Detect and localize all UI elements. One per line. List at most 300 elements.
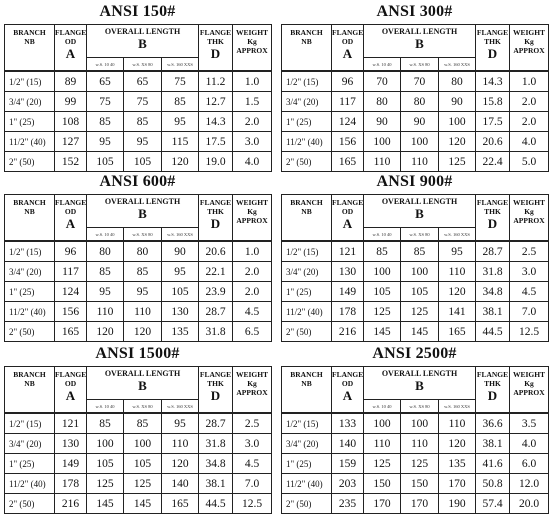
branch-cell: 3/4" (20) — [5, 262, 55, 282]
length-sch40-cell: 170 — [364, 494, 401, 514]
flange-od-cell: 140 — [332, 434, 364, 454]
weight-label: WEIGHT — [512, 28, 546, 37]
weight-header — [510, 195, 549, 242]
overall-length-header — [87, 367, 199, 400]
approx-label: APPROX — [513, 216, 545, 225]
length-sch40-cell: 100 — [364, 262, 401, 282]
d-label: D — [487, 388, 498, 403]
weight-cell: 2.0 — [510, 112, 549, 132]
length-sch40-cell: 105 — [87, 152, 124, 172]
table-row — [282, 241, 549, 262]
length-sch160-cell: 120 — [162, 152, 199, 172]
length-sch160-cell: 120 — [439, 132, 476, 152]
length-sch160-cell: 90 — [162, 241, 199, 262]
schedule-sub-1: w.S. 10 40 — [87, 400, 124, 414]
table-row — [5, 132, 272, 152]
weight-cell: 2.0 — [510, 92, 549, 112]
branch-cell: 1/2" (15) — [5, 71, 55, 92]
flange-thk-header — [199, 367, 233, 414]
flange-thk-cell: 17.5 — [476, 112, 510, 132]
branch-cell: 11/2" (40) — [282, 474, 332, 494]
table-row — [5, 413, 272, 434]
nb-label: NB — [301, 37, 312, 46]
nb-label: NB — [24, 379, 35, 388]
weight-header — [233, 367, 272, 414]
approx-label: APPROX — [236, 388, 268, 397]
length-sch40-cell: 105 — [87, 454, 124, 474]
length-sch40-cell: 100 — [87, 434, 124, 454]
flange-thk-cell: 34.8 — [476, 282, 510, 302]
weight-cell: 12.5 — [233, 494, 272, 514]
flange-label: FLANGE — [55, 370, 87, 379]
length-sch80-cell: 95 — [124, 132, 162, 152]
flange-od-cell: 121 — [332, 241, 364, 262]
branch-cell: 1/2" (15) — [5, 241, 55, 262]
overall-length-header — [364, 25, 476, 58]
table-row — [5, 92, 272, 112]
overall-label: OVERALL LENGTH — [381, 369, 458, 378]
flange-od-cell: 133 — [332, 413, 364, 434]
spec-table — [4, 24, 272, 172]
d-label: D — [487, 216, 498, 231]
b-label: B — [415, 378, 424, 393]
flange-thk-header — [199, 195, 233, 242]
flange-thk-label: FLANGE — [199, 198, 232, 207]
ansi-panel-5 — [4, 342, 271, 512]
length-sch160-cell: 110 — [439, 262, 476, 282]
branch-cell: 11/2" (40) — [282, 302, 332, 322]
flange-thk-cell: 19.0 — [199, 152, 233, 172]
table-row — [282, 322, 549, 342]
overall-label: OVERALL LENGTH — [104, 27, 181, 36]
flange-label: FLANGE — [332, 198, 364, 207]
length-sch160-cell: 110 — [162, 434, 199, 454]
flange-od-header — [55, 367, 87, 414]
length-sch40-cell: 110 — [87, 302, 124, 322]
length-sch80-cell: 125 — [401, 454, 439, 474]
length-sch40-cell: 85 — [87, 112, 124, 132]
flange-thk-label: FLANGE — [476, 370, 509, 379]
weight-cell: 2.0 — [233, 112, 272, 132]
length-sch80-cell: 105 — [124, 454, 162, 474]
overall-length-header — [364, 195, 476, 228]
weight-cell: 2.0 — [233, 262, 272, 282]
kg-label: Kg — [247, 37, 257, 46]
length-sch160-cell: 100 — [439, 112, 476, 132]
branch-label: BRANCH — [290, 28, 323, 37]
length-sch160-cell: 95 — [162, 112, 199, 132]
flange-od-header — [332, 25, 364, 72]
schedule-sub-1: w.S. 10 40 — [364, 58, 401, 72]
kg-label: Kg — [524, 207, 534, 216]
ansi-panel-6 — [281, 342, 548, 512]
branch-cell: 1/2" (15) — [282, 241, 332, 262]
table-row — [282, 282, 549, 302]
b-label: B — [415, 36, 424, 51]
table-row — [282, 434, 549, 454]
length-sch160-cell: 95 — [162, 413, 199, 434]
length-sch80-cell: 120 — [124, 322, 162, 342]
overall-label: OVERALL LENGTH — [381, 197, 458, 206]
flange-od-cell: 96 — [55, 241, 87, 262]
length-sch160-cell: 165 — [162, 494, 199, 514]
approx-label: APPROX — [513, 388, 545, 397]
branch-cell: 3/4" (20) — [282, 262, 332, 282]
od-label: OD — [64, 207, 77, 216]
spec-table — [4, 366, 272, 514]
panel-title: ANSI 300# — [376, 3, 453, 20]
length-sch80-cell: 150 — [401, 474, 439, 494]
flange-thk-cell: 38.1 — [476, 302, 510, 322]
overall-label: OVERALL LENGTH — [381, 27, 458, 36]
length-sch80-cell: 170 — [401, 494, 439, 514]
b-label: B — [138, 206, 147, 221]
weight-cell: 7.0 — [510, 302, 549, 322]
overall-length-header — [87, 195, 199, 228]
flange-thk-cell: 38.1 — [199, 474, 233, 494]
length-sch160-cell: 125 — [439, 152, 476, 172]
flange-od-cell: 130 — [55, 434, 87, 454]
length-sch160-cell: 165 — [439, 322, 476, 342]
table-row — [282, 413, 549, 434]
length-sch160-cell: 130 — [162, 302, 199, 322]
weight-cell: 3.5 — [510, 413, 549, 434]
schedule-sub-3: w.S. 160 XXS — [439, 58, 476, 72]
branch-cell: 1" (25) — [282, 282, 332, 302]
branch-cell: 11/2" (40) — [5, 132, 55, 152]
thk-label: THK — [207, 37, 224, 46]
flange-thk-cell: 22.4 — [476, 152, 510, 172]
weight-cell: 4.0 — [233, 152, 272, 172]
flange-thk-cell: 11.2 — [199, 71, 233, 92]
length-sch40-cell: 80 — [87, 241, 124, 262]
flange-od-cell: 108 — [55, 112, 87, 132]
overall-length-header — [87, 25, 199, 58]
branch-cell: 2" (50) — [5, 494, 55, 514]
weight-cell: 3.0 — [233, 434, 272, 454]
flange-od-cell: 124 — [55, 282, 87, 302]
length-sch40-cell: 120 — [87, 322, 124, 342]
od-label: OD — [341, 207, 354, 216]
spec-table — [4, 194, 272, 342]
weight-cell: 20.0 — [510, 494, 549, 514]
thk-label: THK — [484, 207, 501, 216]
length-sch40-cell: 70 — [364, 71, 401, 92]
b-label: B — [138, 378, 147, 393]
flange-od-cell: 117 — [55, 262, 87, 282]
branch-cell: 3/4" (20) — [5, 92, 55, 112]
branch-cell: 2" (50) — [5, 322, 55, 342]
length-sch160-cell: 190 — [439, 494, 476, 514]
branch-cell: 1/2" (15) — [282, 71, 332, 92]
flange-thk-cell: 20.6 — [199, 241, 233, 262]
table-row — [5, 474, 272, 494]
length-sch40-cell: 80 — [364, 92, 401, 112]
flange-od-cell: 156 — [55, 302, 87, 322]
schedule-sub-3: w.S. 160 XXS — [162, 400, 199, 414]
flange-thk-label: FLANGE — [476, 28, 509, 37]
flange-od-cell: 203 — [332, 474, 364, 494]
length-sch160-cell: 110 — [439, 413, 476, 434]
table-row — [282, 474, 549, 494]
table-row — [5, 454, 272, 474]
kg-label: Kg — [247, 207, 257, 216]
ansi-panel-2 — [281, 0, 548, 168]
a-label: A — [65, 46, 76, 61]
weight-cell: 1.5 — [233, 92, 272, 112]
branch-cell: 11/2" (40) — [282, 132, 332, 152]
table-row — [5, 152, 272, 172]
flange-od-header — [55, 25, 87, 72]
flange-thk-header — [199, 25, 233, 72]
approx-label: APPROX — [513, 46, 545, 55]
branch-cell: 3/4" (20) — [282, 434, 332, 454]
d-label: D — [210, 388, 221, 403]
length-sch40-cell: 65 — [87, 71, 124, 92]
table-row — [282, 262, 549, 282]
weight-label: WEIGHT — [235, 198, 269, 207]
weight-cell: 4.5 — [233, 454, 272, 474]
od-label: OD — [341, 379, 354, 388]
weight-header — [510, 367, 549, 414]
ansi-panel-3 — [4, 170, 271, 340]
length-sch160-cell: 90 — [439, 92, 476, 112]
panel-title: ANSI 2500# — [372, 345, 457, 362]
length-sch80-cell: 100 — [401, 262, 439, 282]
a-label: A — [65, 388, 76, 403]
thk-label: THK — [207, 379, 224, 388]
od-label: OD — [64, 37, 77, 46]
weight-cell: 1.0 — [233, 71, 272, 92]
length-sch80-cell: 70 — [401, 71, 439, 92]
a-label: A — [65, 216, 76, 231]
flange-label: FLANGE — [55, 28, 87, 37]
table-row — [5, 434, 272, 454]
length-sch80-cell: 145 — [401, 322, 439, 342]
flange-thk-cell: 41.6 — [476, 454, 510, 474]
ansi-panel-1 — [4, 0, 271, 168]
flange-thk-label: FLANGE — [199, 370, 232, 379]
flange-od-cell: 178 — [332, 302, 364, 322]
weight-cell: 3.0 — [233, 132, 272, 152]
overall-label: OVERALL LENGTH — [104, 369, 181, 378]
table-row — [282, 112, 549, 132]
flange-od-cell: 117 — [332, 92, 364, 112]
length-sch40-cell: 100 — [364, 132, 401, 152]
flange-thk-cell: 28.7 — [199, 413, 233, 434]
flange-od-cell: 149 — [332, 282, 364, 302]
branch-header — [5, 195, 55, 242]
length-sch40-cell: 85 — [87, 262, 124, 282]
weight-header — [233, 25, 272, 72]
branch-cell: 2" (50) — [282, 152, 332, 172]
length-sch40-cell: 125 — [364, 454, 401, 474]
length-sch40-cell: 125 — [364, 302, 401, 322]
length-sch40-cell: 85 — [87, 413, 124, 434]
length-sch80-cell: 95 — [124, 282, 162, 302]
b-label: B — [138, 36, 147, 51]
length-sch80-cell: 85 — [124, 262, 162, 282]
flange-thk-cell: 20.6 — [476, 132, 510, 152]
table-row — [282, 302, 549, 322]
panel-title: ANSI 1500# — [95, 345, 180, 362]
a-label: A — [342, 216, 353, 231]
length-sch160-cell: 105 — [162, 282, 199, 302]
flange-od-cell: 152 — [55, 152, 87, 172]
table-row — [5, 241, 272, 262]
flange-od-header — [332, 195, 364, 242]
weight-label: WEIGHT — [235, 28, 269, 37]
branch-cell: 1" (25) — [5, 282, 55, 302]
schedule-sub-2: w.S. XS 80 — [401, 400, 439, 414]
flange-thk-cell: 14.3 — [476, 71, 510, 92]
length-sch80-cell: 125 — [401, 302, 439, 322]
length-sch160-cell: 135 — [162, 322, 199, 342]
length-sch40-cell: 110 — [364, 152, 401, 172]
weight-label: WEIGHT — [235, 370, 269, 379]
branch-label: BRANCH — [290, 198, 323, 207]
kg-label: Kg — [524, 379, 534, 388]
branch-label: BRANCH — [13, 198, 46, 207]
weight-cell: 6.0 — [510, 454, 549, 474]
weight-cell: 12.5 — [510, 322, 549, 342]
weight-cell: 1.0 — [233, 241, 272, 262]
length-sch80-cell: 145 — [124, 494, 162, 514]
flange-thk-cell: 31.8 — [199, 322, 233, 342]
weight-label: WEIGHT — [512, 198, 546, 207]
weight-cell: 12.0 — [510, 474, 549, 494]
weight-header — [233, 195, 272, 242]
length-sch40-cell: 150 — [364, 474, 401, 494]
flange-thk-cell: 34.8 — [199, 454, 233, 474]
branch-cell: 1" (25) — [282, 112, 332, 132]
flange-thk-cell: 50.8 — [476, 474, 510, 494]
schedule-sub-2: w.S. XS 80 — [124, 400, 162, 414]
flange-od-cell: 124 — [332, 112, 364, 132]
length-sch160-cell: 120 — [439, 282, 476, 302]
flange-label: FLANGE — [332, 28, 364, 37]
d-label: D — [210, 216, 221, 231]
length-sch40-cell: 95 — [87, 282, 124, 302]
length-sch40-cell: 90 — [364, 112, 401, 132]
length-sch80-cell: 65 — [124, 71, 162, 92]
panel-title: ANSI 600# — [99, 173, 176, 190]
table-row — [5, 494, 272, 514]
flange-od-cell: 159 — [332, 454, 364, 474]
approx-label: APPROX — [236, 216, 268, 225]
flange-thk-cell: 14.3 — [199, 112, 233, 132]
a-label: A — [342, 388, 353, 403]
branch-label: BRANCH — [13, 28, 46, 37]
length-sch40-cell: 105 — [364, 282, 401, 302]
overall-label: OVERALL LENGTH — [104, 197, 181, 206]
panel-title: ANSI 900# — [376, 173, 453, 190]
table-row — [5, 302, 272, 322]
length-sch80-cell: 105 — [401, 282, 439, 302]
flange-thk-label: FLANGE — [199, 28, 232, 37]
flange-thk-header — [476, 25, 510, 72]
flange-od-cell: 156 — [332, 132, 364, 152]
length-sch80-cell: 85 — [124, 112, 162, 132]
length-sch160-cell: 170 — [439, 474, 476, 494]
flange-od-cell: 127 — [55, 132, 87, 152]
b-label: B — [415, 206, 424, 221]
table-row — [5, 71, 272, 92]
weight-cell: 2.5 — [233, 413, 272, 434]
length-sch40-cell: 145 — [364, 322, 401, 342]
length-sch160-cell: 141 — [439, 302, 476, 322]
flange-thk-cell: 23.9 — [199, 282, 233, 302]
flange-thk-cell: 36.6 — [476, 413, 510, 434]
flange-od-cell: 149 — [55, 454, 87, 474]
schedule-sub-1: w.S. 10 40 — [364, 400, 401, 414]
table-row — [282, 132, 549, 152]
length-sch160-cell: 115 — [162, 132, 199, 152]
length-sch160-cell: 75 — [162, 71, 199, 92]
flange-od-cell: 216 — [332, 322, 364, 342]
spec-table — [281, 24, 549, 172]
flange-od-header — [55, 195, 87, 242]
weight-cell: 6.5 — [233, 322, 272, 342]
flange-thk-cell: 44.5 — [199, 494, 233, 514]
d-label: D — [210, 46, 221, 61]
kg-label: Kg — [524, 37, 534, 46]
length-sch40-cell: 100 — [364, 413, 401, 434]
branch-header — [282, 25, 332, 72]
thk-label: THK — [484, 379, 501, 388]
branch-cell: 1" (25) — [282, 454, 332, 474]
flange-od-cell: 235 — [332, 494, 364, 514]
branch-cell: 1" (25) — [5, 454, 55, 474]
length-sch80-cell: 100 — [401, 132, 439, 152]
weight-cell: 3.0 — [510, 262, 549, 282]
branch-cell: 1/2" (15) — [282, 413, 332, 434]
nb-label: NB — [301, 379, 312, 388]
schedule-sub-2: w.S. XS 80 — [401, 58, 439, 72]
length-sch40-cell: 95 — [87, 132, 124, 152]
flange-thk-header — [476, 367, 510, 414]
table-row — [282, 92, 549, 112]
panel-title: ANSI 150# — [99, 3, 176, 20]
flange-od-cell: 89 — [55, 71, 87, 92]
weight-label: WEIGHT — [512, 370, 546, 379]
overall-length-header — [364, 367, 476, 400]
schedule-sub-1: w.S. 10 40 — [364, 228, 401, 242]
length-sch80-cell: 105 — [124, 152, 162, 172]
length-sch160-cell: 120 — [162, 454, 199, 474]
length-sch40-cell: 125 — [87, 474, 124, 494]
branch-label: BRANCH — [13, 370, 46, 379]
table-row — [282, 494, 549, 514]
branch-cell: 2" (50) — [5, 152, 55, 172]
length-sch80-cell: 110 — [401, 434, 439, 454]
flange-thk-cell: 17.5 — [199, 132, 233, 152]
branch-cell: 2" (50) — [282, 322, 332, 342]
weight-cell: 7.0 — [233, 474, 272, 494]
flange-thk-header — [476, 195, 510, 242]
branch-cell: 11/2" (40) — [5, 302, 55, 322]
branch-cell: 1" (25) — [5, 112, 55, 132]
table-row — [5, 262, 272, 282]
weight-cell: 1.0 — [510, 71, 549, 92]
length-sch80-cell: 75 — [124, 92, 162, 112]
schedule-sub-1: w.S. 10 40 — [87, 228, 124, 242]
length-sch80-cell: 80 — [401, 92, 439, 112]
a-label: A — [342, 46, 353, 61]
spec-table — [281, 366, 549, 514]
kg-label: Kg — [247, 379, 257, 388]
schedule-sub-3: w.S. 160 XXS — [439, 228, 476, 242]
